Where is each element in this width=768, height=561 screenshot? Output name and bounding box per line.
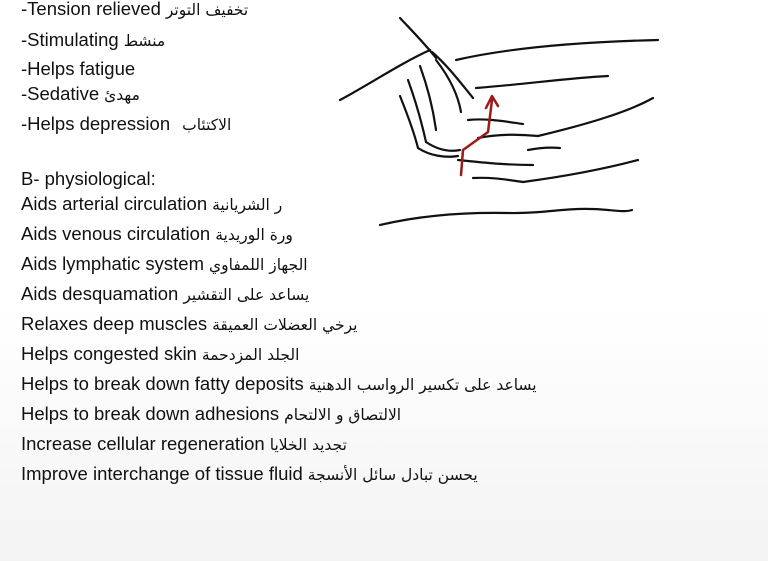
physio-item-deep-muscles [21, 313, 357, 336]
physio-label: Helps to break down fatty deposits [21, 373, 304, 394]
physio-arabic: تجديد الخلايا [269, 436, 347, 454]
physio-item-tissue-fluid [21, 463, 478, 486]
physio-item-lymphatic [21, 253, 308, 276]
physio-label: Increase cellular regeneration [21, 433, 265, 454]
physio-item-fatty-deposits [21, 373, 537, 396]
effect-item-stimulating [21, 29, 165, 52]
physio-label: Aids lymphatic system [21, 253, 204, 274]
physio-label: Relaxes deep muscles [21, 313, 208, 334]
physio-item-congested-skin [21, 343, 299, 366]
physio-label: Helps congested skin [21, 343, 197, 364]
effect-label: -Helps depression [21, 113, 171, 134]
hand-outline [340, 18, 658, 225]
physio-label: Aids arterial circulation [21, 193, 208, 214]
physio-arabic: يساعد على التقشير [183, 286, 310, 304]
physio-item-regeneration [21, 433, 347, 456]
effect-item-depression [21, 113, 231, 136]
physio-label: Aids desquamation [21, 283, 179, 304]
physio-arabic: الجلد المزدحمة [201, 346, 300, 364]
effect-arabic: الاكتئاب [182, 116, 232, 134]
effect-arabic: تخفيف التوتر [165, 1, 249, 19]
physio-arabic: يساعد على تكسير الرواسب الدهنية [308, 376, 537, 394]
effect-label: -Stimulating [21, 29, 119, 50]
section-heading-physiological: B- physiological: [21, 168, 156, 189]
effect-item-tension [21, 0, 248, 21]
physio-label: Helps to break down adhesions [21, 403, 280, 424]
physio-arabic: ر الشريانية [212, 196, 283, 214]
physio-label: Improve interchange of tissue fluid [21, 463, 303, 484]
effect-label: -Sedative [21, 83, 100, 104]
physio-item-venous [21, 223, 293, 246]
effect-arabic: منشط [123, 32, 166, 50]
physio-item-arterial [21, 193, 282, 216]
physio-label: Aids venous circulation [21, 223, 211, 244]
massage-hands-illustration [308, 0, 680, 240]
effect-item-fatigue [21, 58, 140, 81]
physio-arabic: الجهاز اللمفاوي [209, 256, 308, 274]
effect-arabic: مهدئ [104, 86, 140, 104]
physio-arabic: يحسن تبادل سائل الأنسجة [307, 466, 478, 484]
physio-arabic: الالتصاق و الالتحام [284, 406, 402, 424]
effect-label: -Helps fatigue [21, 58, 136, 79]
physio-item-desquamation [21, 283, 309, 306]
effect-label: -Tension relieved [21, 0, 161, 19]
physio-item-adhesions [21, 403, 401, 426]
effect-item-sedative [21, 83, 140, 106]
physio-arabic: يرخي العضلات العميقة [212, 316, 358, 334]
physio-arabic: ورة الوريدية [215, 226, 293, 244]
